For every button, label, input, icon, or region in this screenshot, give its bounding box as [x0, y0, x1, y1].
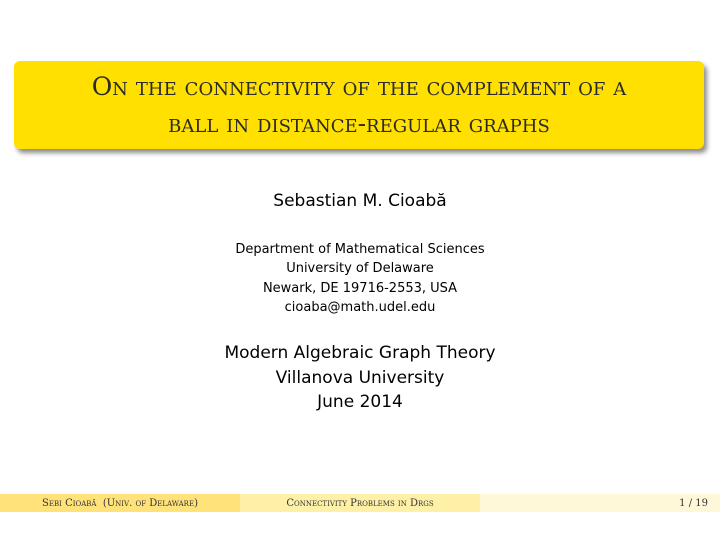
title-line-2: ball in distance-regular graphs — [168, 109, 550, 138]
footer-short-title-text: Connectivity Problems in Drgs — [286, 497, 434, 509]
address: Newark, DE 19716-2553, USA — [262, 280, 458, 296]
footer-page-number — [480, 494, 720, 512]
author-name: Sebastian M. Cioabă — [273, 191, 447, 211]
footer-author — [0, 494, 240, 512]
title-line-1: On the connectivity of the complement of a — [91, 72, 627, 101]
event-name: Modern Algebraic Graph Theory — [224, 343, 496, 363]
event-block — [0, 341, 720, 415]
page-number-text: 1 / 19 — [679, 497, 708, 509]
footer-author-text: Sebi Cioabă (Univ. of Delaware) — [42, 497, 198, 509]
university: University of Delaware — [286, 261, 434, 277]
department: Department of Mathematical Sciences — [235, 242, 485, 257]
footer-short-title — [240, 494, 480, 512]
event-venue: Villanova University — [275, 367, 445, 388]
event-date: June 2014 — [317, 392, 403, 412]
footer-bar — [0, 494, 720, 512]
affiliation-block — [0, 240, 720, 317]
email: cioaba@math.udel.edu — [284, 299, 436, 315]
title-box — [14, 61, 704, 149]
